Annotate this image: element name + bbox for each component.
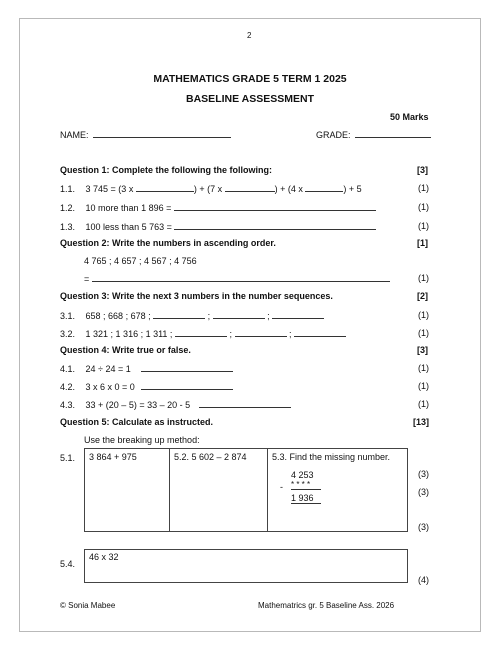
answer-line[interactable] bbox=[294, 328, 346, 337]
q5-cell-1-label: 3 864 + 975 bbox=[89, 452, 137, 462]
mark-value: (1) bbox=[418, 328, 429, 338]
item-text: 100 less than 5 763 = bbox=[85, 222, 172, 232]
name-field bbox=[60, 129, 231, 140]
page-subtitle: BASELINE ASSESSMENT bbox=[186, 93, 314, 105]
item-number-5-4: 5.4. bbox=[60, 559, 76, 569]
q1-heading: Question 1: Complete the following the following: bbox=[60, 165, 272, 175]
answer-line[interactable] bbox=[141, 363, 233, 372]
mark-value: (3) bbox=[418, 522, 429, 532]
q4-item-3 bbox=[60, 399, 291, 410]
answer-line[interactable] bbox=[141, 381, 233, 390]
q1-item-2 bbox=[60, 202, 376, 213]
q4-item-1 bbox=[60, 363, 233, 374]
q3-item-1 bbox=[60, 310, 324, 321]
separator: ; bbox=[229, 329, 232, 339]
mark-value: (1) bbox=[418, 202, 429, 212]
equals-sign: = bbox=[84, 274, 90, 284]
item-text: 1 321 ; 1 316 ; 1 311 ; bbox=[85, 329, 173, 339]
item-number: 3.1. bbox=[60, 311, 76, 321]
answer-line[interactable] bbox=[174, 202, 376, 211]
minus-sign: - bbox=[280, 482, 283, 492]
q5-heading: Question 5: Calculate as instructed. bbox=[60, 417, 214, 427]
q5-cell-3-label: 5.3. Find the missing number. bbox=[272, 452, 391, 462]
name-input-line[interactable] bbox=[93, 129, 231, 138]
item-text: 33 + (20 – 5) = 33 – 20 - 5 bbox=[85, 400, 191, 410]
item-text: 3 745 = (3 x bbox=[85, 184, 134, 194]
answer-line[interactable] bbox=[175, 328, 227, 337]
separator: ; bbox=[267, 311, 270, 321]
mark-value: (4) bbox=[418, 575, 429, 585]
grade-field bbox=[316, 129, 431, 140]
item-number: 1.2. bbox=[60, 203, 76, 213]
total-marks: 50 Marks bbox=[390, 112, 429, 122]
item-text: 24 ÷ 24 = 1 bbox=[85, 364, 131, 374]
mark-value: (1) bbox=[418, 399, 429, 409]
item-text: ) + (7 x bbox=[193, 184, 223, 194]
grade-input-line[interactable] bbox=[355, 129, 431, 138]
q5-4-label: 46 x 32 bbox=[89, 552, 119, 562]
q1-marks: [3] bbox=[417, 165, 428, 175]
item-text: 10 more than 1 896 = bbox=[85, 203, 172, 213]
grade-label: GRADE: bbox=[316, 130, 351, 140]
item-number: 1.3. bbox=[60, 222, 76, 232]
q1-item-1 bbox=[60, 183, 362, 194]
q3-item-2 bbox=[60, 328, 346, 339]
answer-line[interactable] bbox=[92, 273, 390, 282]
mark-value: (1) bbox=[418, 183, 429, 193]
answer-line[interactable] bbox=[305, 183, 343, 192]
item-text: 3 x 6 x 0 = 0 bbox=[85, 382, 135, 392]
mark-value: (3) bbox=[418, 487, 429, 497]
q2-heading: Question 2: Write the numbers in ascending order. bbox=[60, 238, 276, 248]
q4-item-2 bbox=[60, 381, 233, 392]
answer-line[interactable] bbox=[272, 310, 324, 319]
item-text: ) + 5 bbox=[343, 184, 362, 194]
item-number: 4.2. bbox=[60, 382, 76, 392]
missing-top-number: 4 253 bbox=[291, 470, 314, 480]
q4-marks: [3] bbox=[417, 345, 428, 355]
grid-divider bbox=[267, 448, 268, 531]
footer-document-title: Mathematrics gr. 5 Baseline Ass. 2026 bbox=[258, 601, 395, 610]
answer-line[interactable] bbox=[136, 183, 194, 192]
answer-line[interactable] bbox=[225, 183, 275, 192]
item-number: 3.2. bbox=[60, 329, 76, 339]
missing-digits: * * * * bbox=[291, 480, 321, 490]
mark-value: (1) bbox=[418, 273, 429, 283]
item-number: 4.1. bbox=[60, 364, 76, 374]
item-number-5-1: 5.1. bbox=[60, 453, 76, 463]
item-number: 1.1. bbox=[60, 184, 76, 194]
q2-numbers: 4 765 ; 4 657 ; 4 567 ; 4 756 bbox=[84, 256, 197, 266]
worksheet-page bbox=[19, 18, 481, 632]
item-text: 658 ; 668 ; 678 ; bbox=[85, 311, 151, 321]
separator: ; bbox=[289, 329, 292, 339]
name-label: NAME: bbox=[60, 130, 89, 140]
q5-cell-2-label: 5.2. 5 602 – 2 874 bbox=[174, 452, 247, 462]
mark-value: (3) bbox=[418, 469, 429, 479]
mark-value: (1) bbox=[418, 381, 429, 391]
q4-heading: Question 4: Write true or false. bbox=[60, 345, 191, 355]
answer-line[interactable] bbox=[235, 328, 287, 337]
answer-line[interactable] bbox=[153, 310, 205, 319]
answer-line[interactable] bbox=[174, 221, 376, 230]
q1-item-3 bbox=[60, 221, 376, 232]
q5-instruction: Use the breaking up method: bbox=[84, 435, 200, 445]
mark-value: (1) bbox=[418, 310, 429, 320]
q3-heading: Question 3: Write the next 3 numbers in the number sequences. bbox=[60, 291, 333, 301]
q5-marks: [13] bbox=[413, 417, 430, 427]
answer-line[interactable] bbox=[213, 310, 265, 319]
item-text: ) + (4 x bbox=[274, 184, 303, 194]
item-number: 4.3. bbox=[60, 400, 76, 410]
missing-bottom-number: 1 936 bbox=[291, 493, 321, 504]
mark-value: (1) bbox=[418, 363, 429, 373]
page-title: MATHEMATICS GRADE 5 TERM 1 2025 bbox=[153, 73, 347, 85]
q3-marks: [2] bbox=[417, 291, 428, 301]
q2-marks: [1] bbox=[417, 238, 428, 248]
answer-line[interactable] bbox=[199, 399, 291, 408]
q2-answer bbox=[84, 273, 390, 284]
footer-copyright: © Sonia Mabee bbox=[60, 601, 116, 610]
page-number: 2 bbox=[247, 31, 252, 40]
grid-divider bbox=[169, 448, 170, 531]
q5-4-answer-box[interactable] bbox=[84, 549, 408, 583]
separator: ; bbox=[207, 311, 211, 321]
mark-value: (1) bbox=[418, 221, 429, 231]
